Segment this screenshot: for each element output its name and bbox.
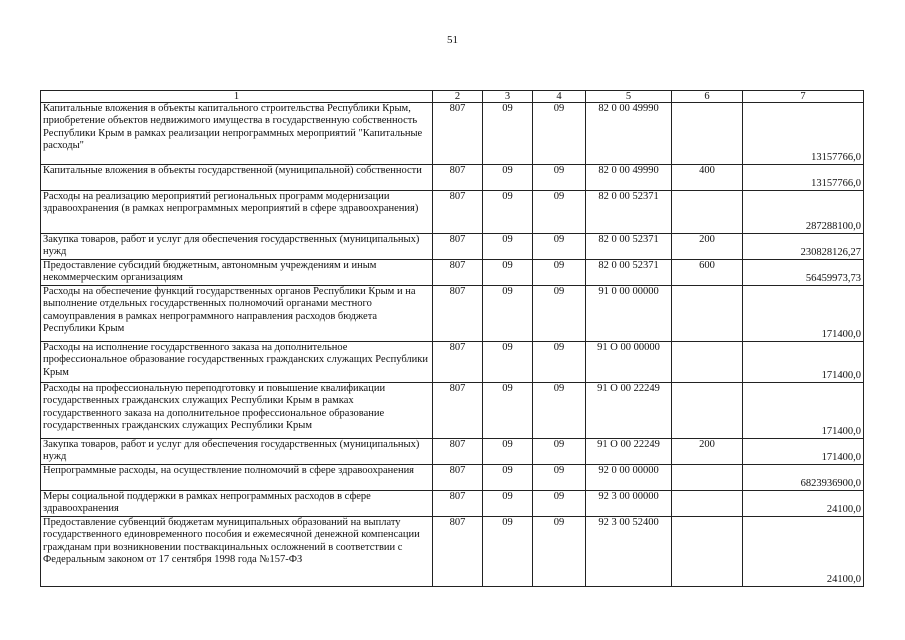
row-vr xyxy=(672,491,743,517)
row-name: Меры социальной поддержки в рамках непрограммных расходов в сфере здравоохранения xyxy=(41,491,433,517)
row-pr: 09 xyxy=(533,103,586,165)
row-csr: 82 0 00 49990 xyxy=(586,165,672,191)
table-row xyxy=(41,383,864,439)
row-grbs: 807 xyxy=(433,286,483,342)
row-grbs: 807 xyxy=(433,383,483,439)
row-vr: 200 xyxy=(672,439,743,465)
row-csr: 91 О 00 22249 xyxy=(586,439,672,465)
row-pr: 09 xyxy=(533,286,586,342)
table-row xyxy=(41,491,864,517)
table-row xyxy=(41,260,864,286)
col-header-2: 2 xyxy=(433,91,483,103)
row-vr: 600 xyxy=(672,260,743,286)
col-header-1: 1 xyxy=(41,91,433,103)
table-row xyxy=(41,517,864,587)
row-rz: 09 xyxy=(483,342,533,383)
row-vr xyxy=(672,191,743,234)
row-pr: 09 xyxy=(533,342,586,383)
table-row xyxy=(41,191,864,234)
row-csr: 92 0 00 00000 xyxy=(586,465,672,491)
row-sum: 24100,0 xyxy=(743,517,864,587)
row-pr: 09 xyxy=(533,465,586,491)
row-grbs: 807 xyxy=(433,342,483,383)
row-rz: 09 xyxy=(483,439,533,465)
row-csr: 82 0 00 49990 xyxy=(586,103,672,165)
table-row xyxy=(41,286,864,342)
row-rz: 09 xyxy=(483,234,533,260)
row-pr: 09 xyxy=(533,260,586,286)
table-row xyxy=(41,165,864,191)
table-row xyxy=(41,103,864,165)
row-vr: 400 xyxy=(672,165,743,191)
table-row xyxy=(41,234,864,260)
row-pr: 09 xyxy=(533,234,586,260)
row-rz: 09 xyxy=(483,103,533,165)
row-pr: 09 xyxy=(533,439,586,465)
col-header-4: 4 xyxy=(533,91,586,103)
row-rz: 09 xyxy=(483,286,533,342)
row-csr: 91 О 00 00000 xyxy=(586,342,672,383)
row-name: Расходы на обеспечение функций государственных органов Республики Крым и на выполнение отдельных государственных полномочий органами местного самоуправления в рамках непрограммного направления расходов бюджета Республики Крым xyxy=(41,286,433,342)
row-name: Закупка товаров, работ и услуг для обеспечения государственных (муниципальных) нужд xyxy=(41,234,433,260)
row-grbs: 807 xyxy=(433,103,483,165)
row-vr xyxy=(672,342,743,383)
row-pr: 09 xyxy=(533,383,586,439)
row-pr: 09 xyxy=(533,191,586,234)
row-sum: 171400,0 xyxy=(743,383,864,439)
row-sum: 171400,0 xyxy=(743,439,864,465)
table-row xyxy=(41,342,864,383)
row-csr: 82 0 00 52371 xyxy=(586,234,672,260)
col-header-5: 5 xyxy=(586,91,672,103)
row-vr xyxy=(672,465,743,491)
row-grbs: 807 xyxy=(433,439,483,465)
row-csr: 91 0 00 00000 xyxy=(586,286,672,342)
row-rz: 09 xyxy=(483,517,533,587)
row-grbs: 807 xyxy=(433,491,483,517)
row-grbs: 807 xyxy=(433,191,483,234)
col-header-3: 3 xyxy=(483,91,533,103)
row-sum: 6823936900,0 xyxy=(743,465,864,491)
table-row xyxy=(41,439,864,465)
row-rz: 09 xyxy=(483,465,533,491)
row-grbs: 807 xyxy=(433,517,483,587)
row-sum: 171400,0 xyxy=(743,286,864,342)
row-rz: 09 xyxy=(483,491,533,517)
row-sum: 287288100,0 xyxy=(743,191,864,234)
page-number: 51 xyxy=(447,34,458,46)
row-name: Капитальные вложения в объекты государственной (муниципальной) собственности xyxy=(41,165,433,191)
row-pr: 09 xyxy=(533,491,586,517)
row-csr: 82 0 00 52371 xyxy=(586,260,672,286)
header-row xyxy=(41,91,864,103)
row-sum: 13157766,0 xyxy=(743,165,864,191)
col-header-6: 6 xyxy=(672,91,743,103)
row-name: Капитальные вложения в объекты капитального строительства Республики Крым, приобретение объектов недвижимого имущества в государственную собственность Республики Крым в рамках реализации непрограммных мероприятий "Капитальные расходы" xyxy=(41,103,433,165)
row-pr: 09 xyxy=(533,517,586,587)
row-name: Предоставление субвенций бюджетам муниципальных образований на выплату государственного единовременного пособия и ежемесячной денежной компенсации гражданам при возникновении поствакцинальных осложнений в соответствии с Федеральным законом от 17 сентября 1998 года №157-ФЗ xyxy=(41,517,433,587)
row-rz: 09 xyxy=(483,165,533,191)
row-rz: 09 xyxy=(483,260,533,286)
row-name: Предоставление субсидий бюджетным, автономным учреждениям и иным некоммерческим организациям xyxy=(41,260,433,286)
row-name: Непрограммные расходы, на осуществление полномочий в сфере здравоохранения xyxy=(41,465,433,491)
row-sum: 24100,0 xyxy=(743,491,864,517)
row-sum: 230828126,27 xyxy=(743,234,864,260)
row-grbs: 807 xyxy=(433,465,483,491)
row-vr xyxy=(672,286,743,342)
row-sum: 171400,0 xyxy=(743,342,864,383)
row-sum: 13157766,0 xyxy=(743,103,864,165)
row-csr: 91 О 00 22249 xyxy=(586,383,672,439)
row-vr xyxy=(672,103,743,165)
row-csr: 92 3 00 52400 xyxy=(586,517,672,587)
row-rz: 09 xyxy=(483,383,533,439)
col-header-7: 7 xyxy=(743,91,864,103)
row-grbs: 807 xyxy=(433,260,483,286)
row-rz: 09 xyxy=(483,191,533,234)
row-vr: 200 xyxy=(672,234,743,260)
table-row xyxy=(41,465,864,491)
row-name: Расходы на профессиональную переподготовку и повышение квалификации государственных гражданских служащих Республики Крым в рамках государственного заказа на дополнительное профессиональное образование государственных гражданских служащих Республики Крым xyxy=(41,383,433,439)
row-sum: 56459973,73 xyxy=(743,260,864,286)
row-pr: 09 xyxy=(533,165,586,191)
row-vr xyxy=(672,383,743,439)
row-grbs: 807 xyxy=(433,234,483,260)
row-vr xyxy=(672,517,743,587)
budget-table xyxy=(40,90,864,587)
row-name: Расходы на исполнение государственного заказа на дополнительное профессиональное образование государственных гражданских служащих Республики Крым xyxy=(41,342,433,383)
row-csr: 92 3 00 00000 xyxy=(586,491,672,517)
row-name: Расходы на реализацию мероприятий региональных программ модернизации здравоохранения (в рамках непрограммных мероприятий в сфере здравоохранения) xyxy=(41,191,433,234)
row-name: Закупка товаров, работ и услуг для обеспечения государственных (муниципальных) нужд xyxy=(41,439,433,465)
row-grbs: 807 xyxy=(433,165,483,191)
row-csr: 82 0 00 52371 xyxy=(586,191,672,234)
